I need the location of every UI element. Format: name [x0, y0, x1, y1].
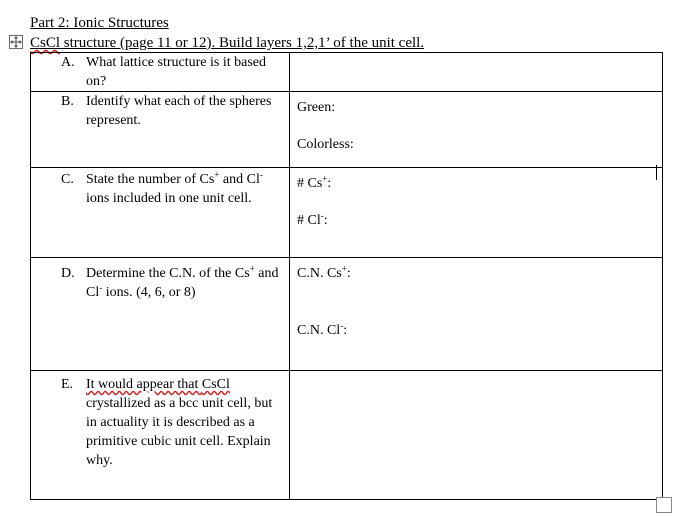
table-row — [31, 53, 663, 92]
question-text-part: ions. (4, 6, or 8) — [102, 285, 196, 300]
question-letter: C. — [61, 172, 74, 187]
question-cell-b[interactable] — [31, 92, 290, 168]
answer-label-count-cs — [297, 174, 662, 193]
question-letter: A. — [61, 55, 75, 70]
question-text: Identify what each of the spheres represent. — [86, 94, 272, 128]
answer-label-text: # Cs — [297, 176, 323, 191]
answer-label-cn-cs — [297, 264, 662, 283]
question-letter: D. — [61, 266, 75, 281]
subheading-text: structure (page 11 or 12). Build layers 1,2,1’ of the unit cell. — [60, 35, 425, 51]
answer-label-text: # Cl — [297, 213, 321, 228]
question-text: What lattice structure is it based on? — [86, 55, 266, 89]
question-text-part: ions included in one unit cell. — [86, 191, 252, 206]
question-text — [86, 375, 283, 470]
four-arrow-move-icon[interactable] — [9, 35, 23, 49]
question-b — [31, 92, 289, 130]
charge-superscript: + — [249, 263, 255, 274]
charge-superscript: - — [320, 210, 324, 221]
question-cell-e[interactable] — [31, 371, 290, 500]
charge-superscript: + — [322, 173, 328, 184]
question-text — [86, 170, 283, 208]
charge-superscript: - — [259, 169, 263, 180]
question-cell-d[interactable] — [31, 258, 290, 371]
question-letter: B. — [61, 94, 74, 109]
table-row — [31, 92, 663, 168]
answer-cell-e[interactable] — [290, 371, 663, 500]
section-subheading — [30, 34, 424, 52]
answer-label-count-cl — [297, 211, 662, 230]
table-row — [31, 258, 663, 371]
misspelled-word-cscl: CsCl — [30, 35, 61, 51]
answer-cell-a[interactable] — [290, 53, 663, 92]
answer-label-text: C.N. Cs — [297, 266, 342, 281]
section-heading: Part 2: Ionic Structures — [30, 15, 169, 31]
question-text — [86, 264, 283, 302]
misspelled-word-cscl: CsCl — [201, 377, 230, 392]
table-row — [31, 371, 663, 500]
question-text-part: It would appear that — [86, 377, 202, 392]
answer-label-text: C.N. Cl — [297, 323, 341, 338]
answer-label-colon: : — [343, 323, 348, 338]
answer-label-colon: : — [346, 266, 351, 281]
charge-superscript: - — [99, 282, 103, 293]
answer-cell-d[interactable] — [290, 258, 663, 371]
questions-table — [30, 52, 663, 500]
charge-superscript: - — [340, 320, 344, 331]
answer-label-green: Green: — [297, 100, 336, 115]
question-cell-c[interactable] — [31, 168, 290, 258]
text-cursor-mark — [656, 165, 657, 180]
move-arrows-icon — [10, 36, 22, 48]
question-text-part: and Cl — [86, 266, 279, 300]
question-text-part: State the number of Cs — [86, 172, 215, 187]
answer-label-colon: : — [323, 213, 328, 228]
answer-cell-c[interactable] — [290, 168, 663, 258]
question-c — [31, 170, 289, 208]
question-e — [31, 375, 289, 470]
answer-label-cn-cl — [297, 321, 662, 340]
question-letter: E. — [61, 377, 74, 392]
table-resize-handle-icon[interactable] — [656, 497, 672, 513]
question-d — [31, 264, 289, 302]
answer-label-colorless: Colorless: — [297, 137, 354, 152]
charge-superscript: + — [341, 263, 347, 274]
table-row — [31, 168, 663, 258]
question-cell-a[interactable] — [31, 53, 290, 92]
answer-label-colon: : — [327, 176, 332, 191]
charge-superscript: + — [214, 169, 220, 180]
question-text-part: crystallized as a bcc unit cell, but in actuality it is described as a primitive cubic unit cell. Explain why. — [86, 396, 273, 468]
answer-cell-b[interactable] — [290, 92, 663, 168]
question-a — [31, 53, 289, 91]
question-text-part: Determine the C.N. of the Cs — [86, 266, 250, 281]
question-text-part: and Cl — [219, 172, 260, 187]
